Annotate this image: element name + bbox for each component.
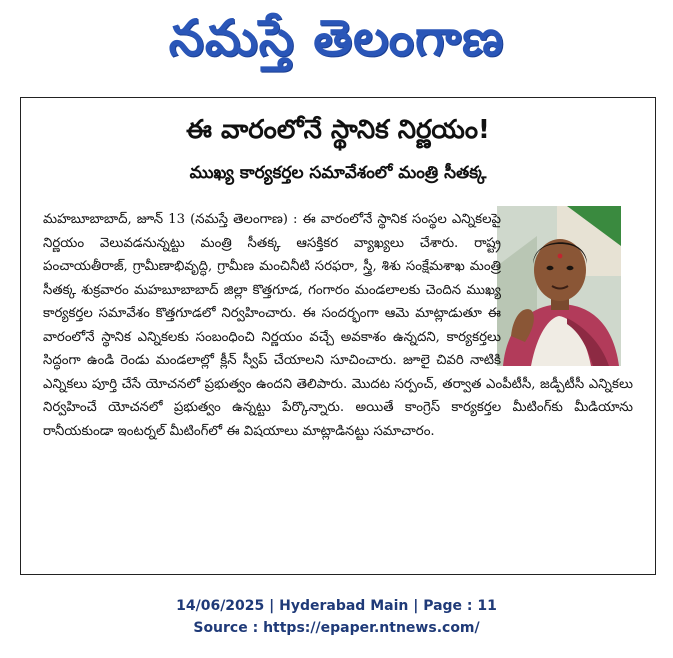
article-clipping [20,97,656,575]
source-link[interactable]: Source : https://epaper.ntnews.com/ [193,620,480,636]
newspaper-masthead: నమస్తే తెలంగాణ [168,9,505,67]
article-subheadline: ముఖ్య కార్యకర్తల సమావేశంలో మంత్రి సీతక్క [189,163,487,183]
edition-info: 14/06/2025 | Hyderabad Main | Page : 11 [176,598,497,614]
article-headline: ఈ వారంలోనే స్థానిక నిర్ణయం! [186,115,490,145]
article-body: మహబూబాబాద్, జూన్ 13 (నమస్తే తెలంగాణ) : ఈ వారంలోనే స్థానిక సంస్థల ఎన్నికలపై నిర్ణయం వెలువడనున్నట్టు మంత్రి సీతక్క ఆసక్తికర వ్యాఖ్యలు చేశారు. రాష్ట్ర పంచాయతీరాజ్, గ్రామీణాభివృద్ధి, గ్రామీణ మంచినీటి సరఫరా, స్త్రీ, శిశు సంక్షేమశాఖ మంత్రి సీతక్క శుక్రవారం మహబూబాబాద్ జిల్లా కొత్తగూడ, గంగారం మండలాలకు చెందిన ముఖ్య కార్యకర్తల సమావేశం కొత్తగూడలో నిర్వహించారు. ఈ సందర్భంగా ఆమె మాట్లాడుతూ ఈ వారంలోనే స్థానిక ఎన్నికలకు సంబంధించి నిర్ణయం వచ్చే అవకాశం ఉన్నదని, కార్యకర్తలు సిద్ధంగా ఉండి రెండు మండలాల్లో క్లీన్ స్వీప్ చేయాలని సూచించారు. జూలై చివరి నాటికి ఎన్నికలు పూర్తి చేసే యోచనలో ప్రభుత్వం ఉందని తెలిపారు. మొదట సర్పంచ్, తర్వాత ఎంపీటీసీ, జడ్పీటీసీ ఎన్నికలు నిర్వహించే యోచనలో ప్రభుత్వం ఉన్నట్టు పేర్కొన్నారు. అయితే కాంగ్రెస్ కార్యకర్తల మీటింగ్‌కు మీడియాను రానీయకుండా ఇంటర్నల్ మీటింగ్‌లో ఈ విషయాలు మాట్లాడినట్టు సమాచారం. [43,212,633,439]
